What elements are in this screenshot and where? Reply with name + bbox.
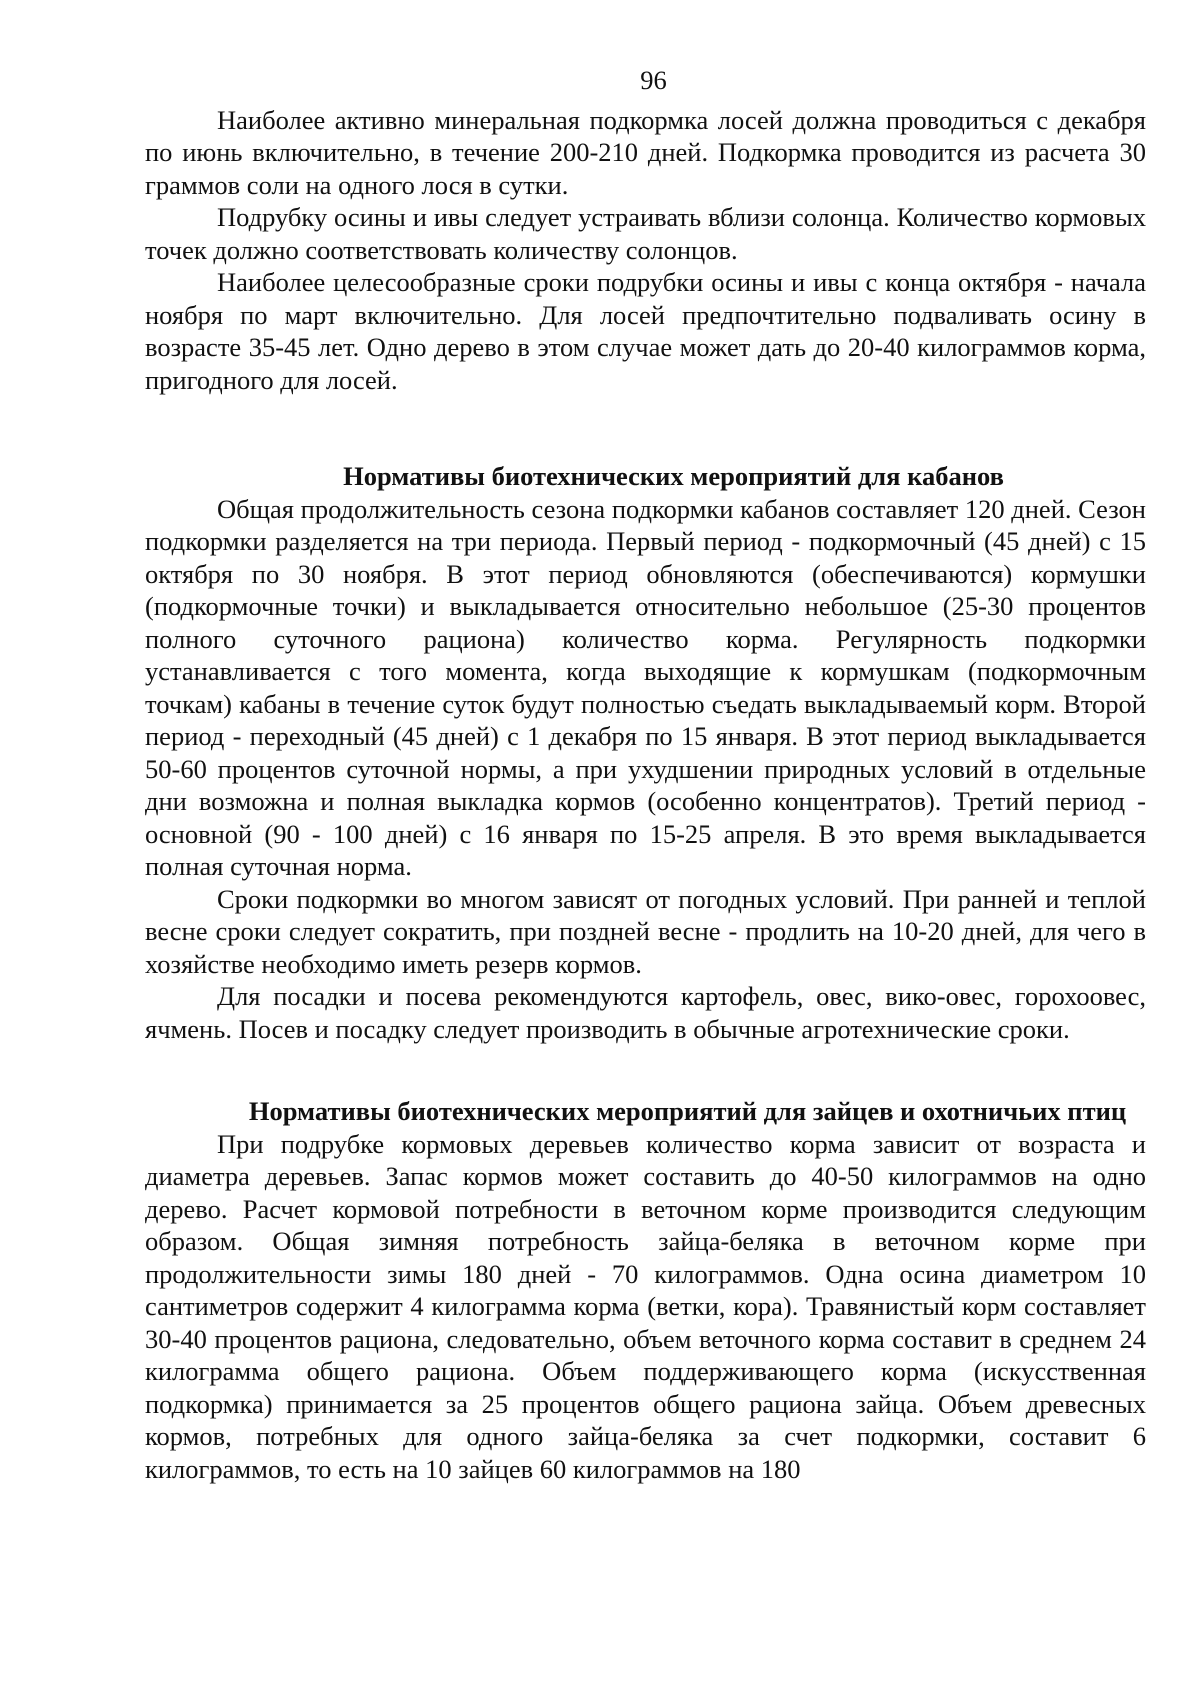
boars-paragraph-2: Сроки подкормки во многом зависят от погодных условий. При ранней и теплой весне сроки следует сократить, при поздней весне - продлить на 10-20 дней, для чего в хозяйстве необходимо иметь резерв кормов. bbox=[145, 883, 1146, 979]
intro-paragraph-2: Подрубку осины и ивы следует устраивать вблизи солонца. Количество кормовых точек должно соответствовать количеству солонцов. bbox=[145, 202, 1146, 265]
hares-paragraph-1: При подрубке кормовых деревьев количество корма зависит от возраста и диаметра деревьев. Запас кормов может составить до 40-50 килограммов на одно дерево. Расчет кормовой потребности в веточном корме производится следующим образом. Общая зимняя потребность зайца-беляка в веточном корме при продолжительности зимы 180 дней - 70 килограммов. Одна осина диаметром 10 сантиметров содержит 4 килограмма корма (ветки, кора). Травянистый корм составляет 30-40 процентов рациона, следовательно, объем веточного корма составит в среднем 24 килограмма общего рациона. Объем поддерживающего корма (искусственная подкормка) принимается за 25 процентов общего рациона зайца. Объем древесных кормов, потребных для одного зайца-беляка за счет подкормки, составит 6 килограммов, то есть на 10 зайцев 60 килограммов на 180 bbox=[145, 1128, 1146, 1484]
intro-paragraph-3: Наиболее целесообразные сроки подрубки осины и ивы с конца октября - начала ноября по март включительно. Для лосей предпочтительно подваливать осину в возрасте 35-45 лет. Одно дерево в этом случае может дать до 20-40 килограммов корма, пригодного для лосей. bbox=[145, 267, 1146, 395]
section-title-boars: Нормативы биотехнических мероприятий для кабанов bbox=[343, 461, 1004, 491]
boars-paragraph-3: Для посадки и посева рекомендуются картофель, овес, вико-овес, горохоовес, ячмень. Посев и посадку следует производить в обычные агротехнические сроки. bbox=[145, 981, 1146, 1044]
document-page bbox=[145, 64, 1146, 1485]
intro-paragraph-1: Наиболее активно минеральная подкормка лосей должна проводиться с декабря по июнь включительно, в течение 200-210 дней. Подкормка проводится из расчета 30 граммов соли на одного лося в сутки. bbox=[145, 104, 1146, 200]
page-number: 96 bbox=[640, 65, 667, 95]
section-title-hares-birds: Нормативы биотехнических мероприятий для зайцев и охотничьих птиц bbox=[248, 1096, 1127, 1126]
boars-paragraph-1: Общая продолжительность сезона подкормки кабанов составляет 120 дней. Сезон подкормки разделяется на три периода. Первый период - подкормочный (45 дней) с 15 октября по 30 ноября. В этот период обновляются (обеспечиваются) кормушки (подкормочные точки) и выкладывается относительно небольшое (25-30 процентов полного суточного рациона) количество корма. Регулярность подкормки устанавливается с того момента, когда выходящие к кормушкам (подкормочным точкам) кабаны в течение суток будут полностью съедать выкладываемый корм. Второй период - переходный (45 дней) с 1 декабря по 15 января. В этот период выкладывается 50-60 процентов суточной нормы, а при ухудшении природных условий в отдельные дни возможна и полная выкладка кормов (особенно концентратов). Третий период - основной (90 - 100 дней) с 16 января по 15-25 апреля. В это время выкладывается полная суточная норма. bbox=[145, 493, 1146, 881]
